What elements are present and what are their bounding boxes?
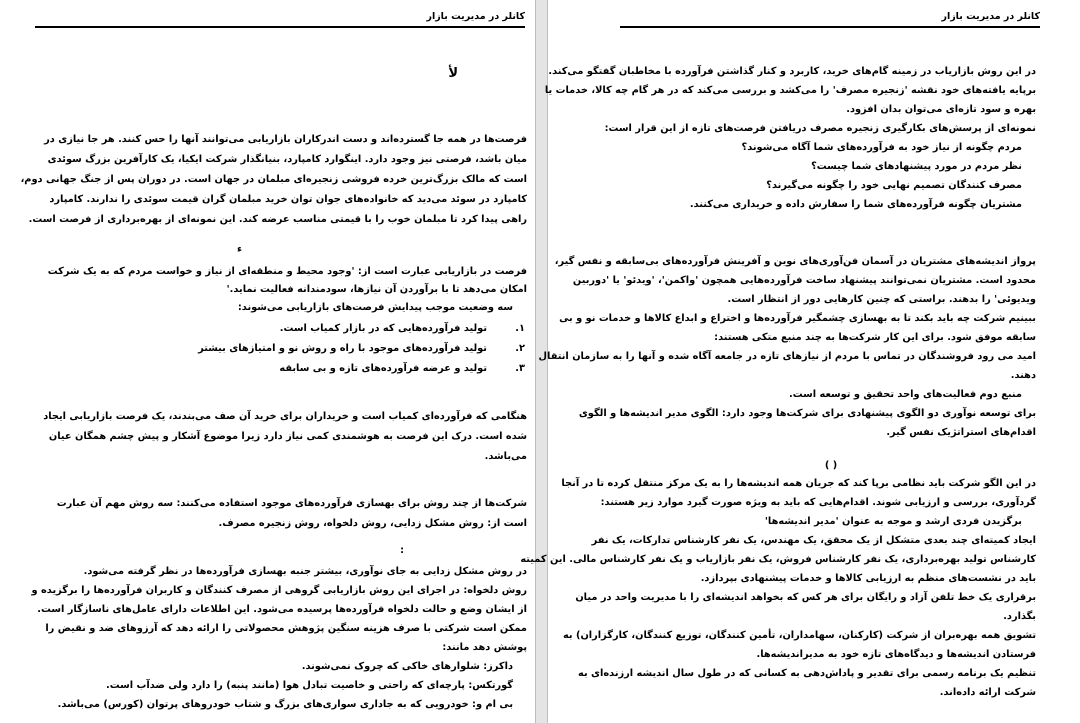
text-line: روش دلخواه: در اجرای این روش بازاریابی گروهی از مصرف کنندگان و کاربران فرآورده‌ها را برگزیده و xyxy=(31,585,527,596)
text-line: می‌باشد. xyxy=(484,451,527,462)
list-number: ۳. xyxy=(515,363,525,374)
text-line: ممکن است شرکتی با صرف هزینه سنگین پژوهش محصولاتی را ارائه دهد که آرزوهای ضد و نقیض را xyxy=(45,623,527,634)
text-line: سه وضعیت موجب پیدایش فرصت‌های بازاریابی می‌شوند: xyxy=(237,302,513,313)
right-page xyxy=(520,0,1080,723)
text-line: مصرف کنندگان تصمیم نهایی خود را چگونه می‌گیرند؟ xyxy=(766,180,1022,191)
text-line: مردم چگونه از نیاز خود به فرآورده‌های شما آگاه می‌شوند؟ xyxy=(741,142,1022,153)
text-line: شرکت ارائه داده‌اند. xyxy=(939,687,1036,698)
text-line: امکان می‌دهد تا با برآوردن آن نیازها، سودمندانه فعالیت نماید.' xyxy=(226,284,527,295)
text-line: کارشناس تولید بهره‌برداری، یک نفر کارشناس فروش، یک نفر بازاریاب و یک نفر کارشناس مالی. این کمیته xyxy=(520,554,1036,565)
text-line: در این الگو شرکت باید نظامی برپا کند که جریان همه اندیشه‌ها را به یک مرکز منتقل کرده تا در آنجا xyxy=(561,478,1036,489)
text-line: فرصت‌ها در همه جا گسترده‌اند و دست اندرکاران بازاریابی می‌توانند آنها را حس کنند. هر جا نیازی در xyxy=(44,134,527,145)
text-line: شرکت‌ها از چند روش برای بهسازی فرآورده‌های موجود استفاده می‌کنند: سه روش مهم آن عبارت xyxy=(56,498,527,509)
text-line: ایجاد کمیته‌ای چند بعدی متشکل از یک محقق، یک مهندس، یک نفر کارشناس تدارکات، یک نفر xyxy=(591,535,1036,546)
text-line: منبع دوم فعالیت‌های واحد تحقیق و توسعه است. xyxy=(789,389,1022,400)
text-line: برپایه یافته‌های خود نقشه 'زنجیره مصرف' را می‌کشد و بررسی می‌کند که در هر گام چه کالا، خدمات یا xyxy=(544,85,1036,96)
paragraph-improvement-methods xyxy=(40,498,527,536)
numbered-list xyxy=(40,323,527,379)
text-line: میان باشد، فرصتی نیز وجود دارد. اینگوارد کامپارد، بنیانگذار شرکت ایکیا، یک کارآفرین بزرگ سوئدی xyxy=(47,154,527,165)
text-line: داکرز: شلوارهای خاکی که چروک نمی‌شوند. xyxy=(301,661,513,672)
paragraph-scarcity xyxy=(40,411,527,467)
paragraph-methods-detail xyxy=(31,566,527,722)
list-number: ۱. xyxy=(515,323,525,334)
paragraph-definition xyxy=(40,266,527,324)
page-header: کانلر در مدیریت بازار xyxy=(620,10,1040,28)
text-line: ویدیوئی' را بدهند. براستی که چنین کارهایی دور از انتظار است. xyxy=(727,294,1036,305)
text-line: در این روش بازاریاب در زمینه گام‌های خرید، کاربرد و کنار گذاشتن فرآورده با مخاطبان گفتگو می‌کند. xyxy=(548,66,1036,77)
heading-glyph: لأ xyxy=(448,66,458,81)
paragraph-innovation xyxy=(538,256,1036,446)
text-line: برای توسعه نوآوری دو الگوی پیشنهادی برای شرکت‌ها وجود دارد: الگوی مدیر اندیشه‌ها و الگوی xyxy=(578,408,1036,419)
text-line: است از: روش مشکل زدایی، روش دلخواه، روش زنجیره مصرف. xyxy=(218,518,527,529)
text-line: بهره و سود تازه‌ای می‌توان بدان افزود. xyxy=(846,104,1036,115)
text-line: برقراری یک خط تلفن آزاد و رایگان برای هر کس که بخواهد اندیشه‌ای را با مدیریت واحد در میان xyxy=(575,592,1036,603)
paragraph-opportunities xyxy=(20,134,527,230)
text-line: تنظیم یک برنامه رسمی برای تقدیر و پاداش‌دهی به کسانی که در طول سال اندیشه ارزنده‌ای به xyxy=(578,668,1036,679)
text-line: اقدام‌های استراتژیک نفس گیر. xyxy=(886,427,1036,438)
text-line: امید می رود فروشندگان در تماس با مردم از نیازهای تازه در جامعه آگاه شده و آنها را به سازمان انتقال xyxy=(538,351,1036,362)
list-number: ۲. xyxy=(515,343,525,354)
text-line: است که مالک بزرگ‌ترین خرده فروشی زنجیره‌ای مبلمان در جهان است. در دوران پس از جنگ جهانی دوم، xyxy=(20,174,527,185)
paragraph-consumption-chain xyxy=(544,66,1036,216)
text-line: بی ام و: خودرویی که به جاداری سواری‌های بزرگ و شتاب خودروهای پرتوان (کورس) می‌باشد. xyxy=(57,699,513,710)
text-line: پوشش دهد مانند: xyxy=(442,642,527,653)
text-line: ( ) xyxy=(824,460,838,471)
text-line: سابقه موفق شود. برای این کار شرکت‌ها به چند منبع متکی هستند: xyxy=(714,332,1036,343)
text-line: از ایشان وضع و حالت دلخواه فرآورده‌ها پرسیده می‌شود. این اطلاعات دارای عامل‌های ناسازگار است. xyxy=(37,604,527,615)
text-line: فرصت در بازاریابی عبارت است از: 'وجود محیط و منطقه‌ای از نیاز و خواست مردم که به یک شرکت xyxy=(47,266,527,277)
text-line: باید در نشست‌های منظم به ارزیابی کالاها و خدمات پیشنهادی بپردازد. xyxy=(700,573,1036,584)
page-header: کانلر در مدیریت بازار xyxy=(35,10,525,28)
text-line: پرواز اندیشه‌های مشتریان در آسمان فن‌آوری‌های نوین و آفرینش فرآورده‌های بی‌سابقه و نفس گیر، xyxy=(554,256,1036,267)
text-line: راهی پیدا کرد تا مبلمان خوب را با قیمتی مناسب عرضه کند. این نمونه‌ای از بهره‌برداری از فرصت است. xyxy=(28,214,527,225)
text-line: کامپارد در سوئد می‌دید که خانواده‌های جوان توان خرید مبلمان گران قیمت سوئدی را ندارند. کامپارد xyxy=(49,194,527,205)
list-item: تولید فرآورده‌های موجود با راه و روش نو و امتیازهای بیشتر xyxy=(198,343,487,354)
list-item: تولید و عرضه فرآورده‌های تازه و بی سابقه xyxy=(279,363,487,374)
text-line: ببینیم شرکت چه باید بکند تا به بهسازی چشمگیر فرآورده‌ها و اختراع و ابداع کالاها و خدمات نو و بی xyxy=(559,313,1036,324)
text-line: گردآوری، بررسی و ارزیابی شوند. اقدام‌هایی که باید به ویژه صورت گیرد موارد زیر هستند: xyxy=(600,497,1036,508)
left-page xyxy=(0,0,535,723)
text-line: برگزیدن فردی ارشد و موجه به عنوان 'مدیر اندیشه‌ها' xyxy=(764,516,1022,527)
text-line: نظر مردم در مورد پیشنهادهای شما چیست؟ xyxy=(811,161,1022,172)
text-line: فرستادن اندیشه‌ها و دیدگاه‌های تازه خود به مدیراندیشه‌ها. xyxy=(756,649,1036,660)
parenthesis-mark xyxy=(626,460,1036,474)
text-line: دهند. xyxy=(1010,370,1036,381)
text-line: محدود است. مشتریان نمی‌توانند پیشنهاد ساخت فرآورده‌هایی همچون 'واکمن'، 'ویدئو' یا 'دوربین xyxy=(572,275,1036,286)
list-item: تولید فرآورده‌هایی که در بازار کمیاب است. xyxy=(279,323,487,334)
text-line: مشتریان چگونه فرآورده‌های شما را سفارش داده و خریداری می‌کنند. xyxy=(689,199,1022,210)
text-line: در روش مشکل زدایی به جای نوآوری، بیشتر جنبه بهسازی فرآورده‌ها در نظر گرفته می‌شود. xyxy=(83,566,527,577)
text-line: تشویق همه بهره‌بران از شرکت (کارکنان، سهامداران، تأمین کنندگان، توزیع کنندگان، کارگزاران) به xyxy=(562,630,1036,641)
small-mark: ء xyxy=(236,244,242,255)
text-line: گورتکس: پارچه‌ای که راحتی و خاصیت تبادل هوا (مانند پنبه) را دارد ولی ضدآب است. xyxy=(106,680,513,691)
paragraph-ideas-manager xyxy=(520,478,1036,718)
text-line: شده است. درک این فرصت به هوشمندی کمی نیاز دارد زیرا موضوع آشکار و پیش چشم همگان عیان xyxy=(48,431,527,442)
text-line: نمونه‌ای از پرسش‌های بکارگیری زنجیره مصرف دریافتن فرصت‌های تازه از این قرار است: xyxy=(604,123,1036,134)
text-line: بگذارد. xyxy=(1003,611,1036,622)
dot-mark: : xyxy=(400,545,404,556)
text-line: هنگامی که فرآورده‌ای کمیاب است و خریداران برای خرید آن صف می‌بندند، یک فرصت بازاریابی ایجاد xyxy=(43,411,527,422)
